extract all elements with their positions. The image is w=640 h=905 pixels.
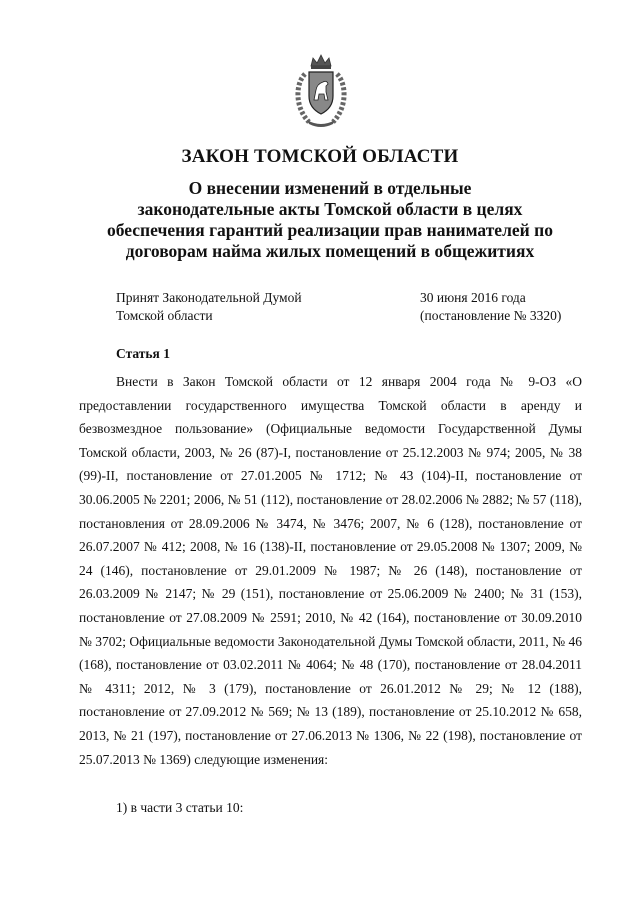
adoption-resolution-line: (постановление № 3320)	[420, 308, 562, 323]
article-paragraph: Внести в Закон Томской области от 12 января 2004 года № 9-ОЗ «О предоставлении государственного имущества Томской области в аренду и безвозмездное пользование» (Официальные ведомости Государственной Думы Томской области, 2003, № 26 (87)-I, постановление от 25.12.2003 № 974; 2005, № 38 (99)-II, постановление от 27.01.2005 № 1712; № 43 (104)-II, постановление от 30.06.2005 № 2201; 2006, № 51 (112), постановление от 28.02.2006 № 2882; № 57 (118), постановления от 28.09.2006 № 3474, № 3476; 2007, № 6 (128), постановление от 26.07.2007 № 412; 2008, № 16 (138)-II, постановление от 29.05.2008 № 1307; 2009, № 24 (146), постановление от 29.01.2009 № 1987; № 26 (148), постановление от 26.03.2009 № 2147; № 29 (151), постановление от 25.06.2009 № 2400; № 31 (153), постановление от 27.08.2009 № 2591; 2010, № 42 (164), постановление от 30.09.2010 № 3702; Официальные ведомости Законодательной Думы Томской области, 2011, № 46 (168), постановление от 03.02.2011 № 4064; № 48 (170), постановление от 28.04.2011 № 4311; 2012, № 3 (179), постановление от 26.01.2012 № 29; № 12 (188), постановление от 27.09.2012 № 569; № 13 (189), постановление от 25.10.2012 № 658, 2013, № 21 (197), постановление от 27.06.2013 № 1306, № 22 (198), постановление от 25.07.2013 № 1369) следующие изменения:	[79, 374, 582, 767]
subtitle-line: договорам найма жилых помещений в общежитиях	[125, 241, 535, 261]
adopted-by-line: Принят Законодательной Думой	[116, 290, 302, 305]
adoption-date-line: 30 июня 2016 года	[420, 290, 526, 305]
adopted-by	[116, 289, 302, 325]
law-subtitle	[60, 178, 600, 262]
adopted-by-line: Томской области	[116, 308, 213, 323]
subtitle-line: законодательные акты Томской области в целях	[137, 199, 523, 219]
coat-of-arms-icon	[289, 52, 353, 128]
list-item: 1) в части 3 статьи 10:	[116, 800, 244, 815]
adoption-date	[420, 289, 561, 325]
subtitle-line: обеспечения гарантий реализации прав нанимателей по	[107, 220, 553, 240]
article-title: Статья 1	[116, 346, 170, 361]
subtitle-line: О внесении изменений в отдельные	[188, 178, 472, 198]
law-title: ЗАКОН ТОМСКОЙ ОБЛАСТИ	[181, 146, 459, 167]
